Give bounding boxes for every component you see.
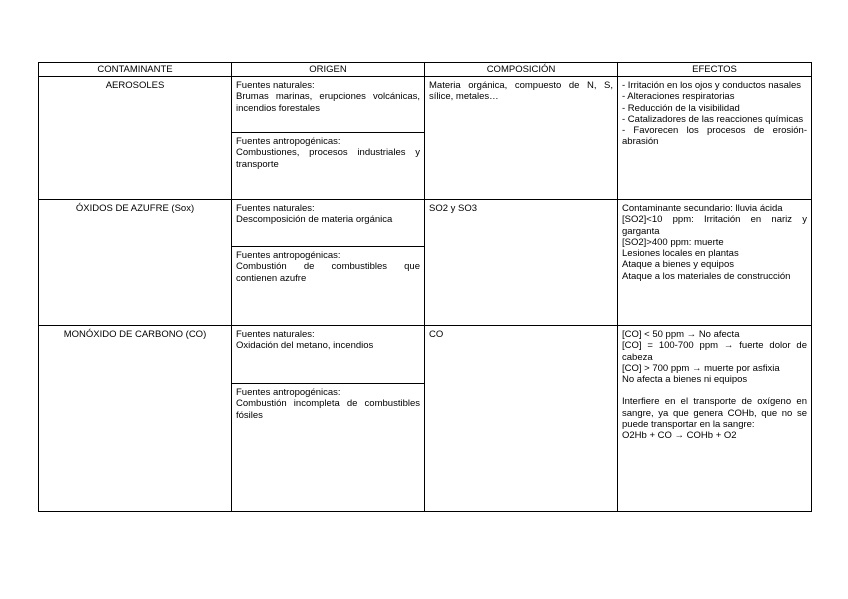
header-origen: ORIGEN bbox=[232, 63, 425, 77]
effect-line: - Catalizadores de las reacciones químicas bbox=[622, 113, 804, 125]
natural-sources-text: Brumas marinas, erupciones volcánicas, incendios forestales bbox=[236, 91, 420, 114]
pollutant-name: MONÓXIDO DE CARBONO (CO) bbox=[39, 326, 232, 512]
header-composicion: COMPOSICIÓN bbox=[425, 63, 618, 77]
composition-cell: Materia orgánica, compuesto de N, S, sílice, metales… bbox=[425, 77, 618, 200]
natural-sources-text: Descomposición de materia orgánica bbox=[236, 214, 393, 226]
natural-sources-title: Fuentes naturales: bbox=[236, 329, 315, 340]
effect-line: Lesiones locales en plantas bbox=[622, 248, 739, 260]
anthropogenic-sources bbox=[232, 133, 424, 172]
table-header bbox=[39, 63, 812, 77]
origin-cell bbox=[232, 326, 425, 512]
anthropogenic-sources-title: Fuentes antropogénicas: bbox=[236, 250, 341, 261]
effect-line: [CO] > 700 ppm → muerte por asfixia bbox=[622, 362, 780, 374]
effect-line: Interfiere en el transporte de oxígeno en sangre, ya que genera COHb, que no se puede transportar en la sangre: bbox=[622, 396, 807, 431]
composition-cell: SO2 y SO3 bbox=[425, 200, 618, 326]
table-row-aerosoles bbox=[39, 77, 812, 200]
header-efectos: EFECTOS bbox=[618, 63, 812, 77]
anthropogenic-sources-title: Fuentes antropogénicas: bbox=[236, 387, 341, 398]
table-row-monoxido-carbono bbox=[39, 326, 812, 512]
anthropogenic-sources bbox=[232, 247, 424, 286]
effect-line: Ataque a bienes y equipos bbox=[622, 259, 734, 271]
effect-line: No afecta a bienes ni equipos bbox=[622, 374, 748, 386]
anthropogenic-sources-title: Fuentes antropogénicas: bbox=[236, 136, 341, 147]
composition-cell: CO bbox=[425, 326, 618, 512]
effect-line: Ataque a los materiales de construcción bbox=[622, 270, 791, 282]
natural-sources-text: Oxidación del metano, incendios bbox=[236, 340, 374, 352]
effect-line: - Alteraciones respiratorias bbox=[622, 91, 735, 103]
origin-cell bbox=[232, 200, 425, 326]
natural-sources bbox=[232, 77, 424, 133]
header-row bbox=[39, 63, 812, 77]
natural-sources-title: Fuentes naturales: bbox=[236, 203, 315, 214]
effect-line: [SO2]>400 ppm: muerte bbox=[622, 236, 724, 248]
effects-cell bbox=[618, 326, 812, 512]
header-contaminante: CONTAMINANTE bbox=[39, 63, 232, 77]
natural-sources bbox=[232, 326, 424, 384]
anthropogenic-sources-text: Combustión de combustibles que contienen azufre bbox=[236, 261, 420, 284]
effect-line: O2Hb + CO → COHb + O2 bbox=[622, 430, 737, 442]
effect-line: Contaminante secundario: lluvia ácida bbox=[622, 203, 783, 214]
anthropogenic-sources bbox=[232, 384, 424, 423]
effects-cell bbox=[618, 77, 812, 200]
effect-line: - Irritación en los ojos y conductos nasales bbox=[622, 80, 802, 91]
effect-line: [SO2]<10 ppm: Irritación en nariz y garganta bbox=[622, 214, 807, 237]
natural-sources bbox=[232, 200, 424, 247]
origin-cell bbox=[232, 77, 425, 200]
effect-line: - Favorecen los procesos de erosión-abrasión bbox=[622, 125, 807, 148]
effect-line: [CO] < 50 ppm → No afecta bbox=[622, 329, 740, 340]
effects-cell bbox=[618, 200, 812, 326]
effect-line: - Reducción de la visibilidad bbox=[622, 102, 740, 114]
table-body bbox=[39, 77, 812, 512]
pollutant-name: ÓXIDOS DE AZUFRE (Sox) bbox=[39, 200, 232, 326]
pollutants-table bbox=[38, 62, 812, 512]
table-row-oxidos-azufre bbox=[39, 200, 812, 326]
effect-spacer bbox=[622, 385, 807, 396]
pollutant-name: AEROSOLES bbox=[39, 77, 232, 200]
anthropogenic-sources-text: Combustiones, procesos industriales y transporte bbox=[236, 147, 420, 170]
effect-line: [CO] = 100-700 ppm → fuerte dolor de cabeza bbox=[622, 340, 807, 363]
anthropogenic-sources-text: Combustión incompleta de combustibles fósiles bbox=[236, 398, 420, 421]
natural-sources-title: Fuentes naturales: bbox=[236, 80, 315, 91]
